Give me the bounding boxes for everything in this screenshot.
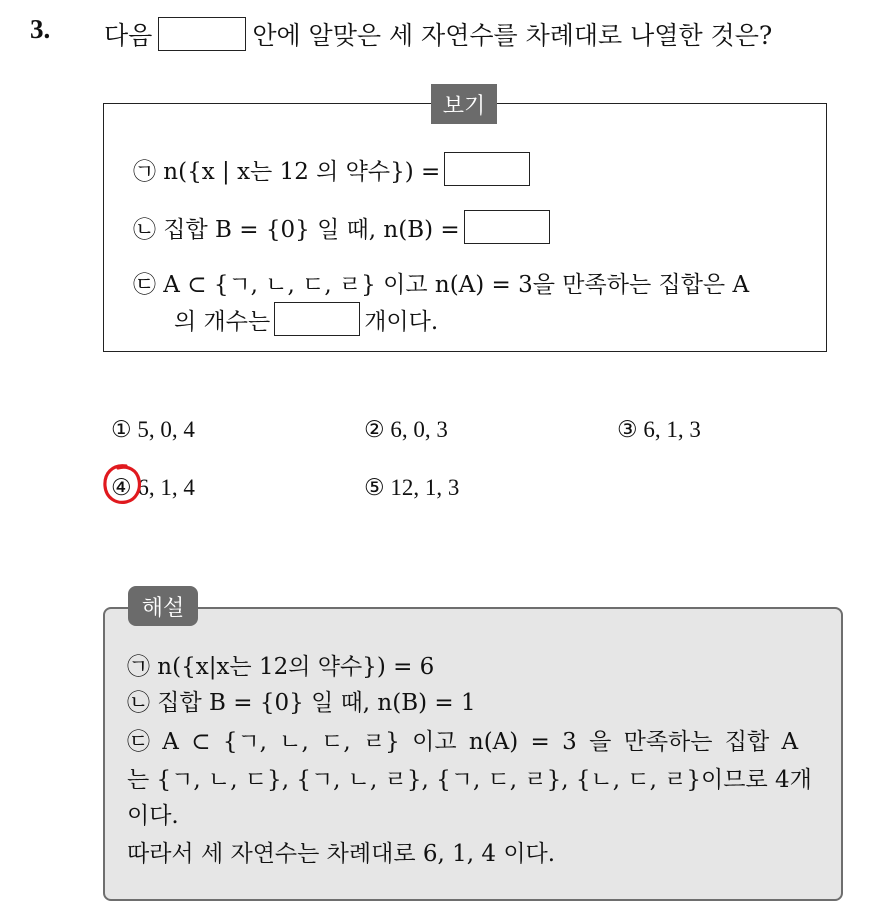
bogi-item-1: [133, 152, 534, 186]
bogi-label: 보기: [431, 84, 497, 124]
choice-5-mark: ⑤: [364, 475, 385, 500]
bogi-item-2-text: ㉡ 집합 B = {0} 일 때, n(B) =: [133, 216, 460, 243]
solution-line-1: ㉠ n({x|x는 12의 약수}) = 6: [127, 654, 435, 680]
bogi-item-3-after: 개이다.: [364, 308, 439, 335]
choice-1-text: 5, 0, 4: [137, 417, 195, 442]
solution-line-4: 는 {ㄱ, ㄴ, ㄷ}, {ㄱ, ㄴ, ㄹ}, {ㄱ, ㄷ, ㄹ}, {ㄴ, ㄷ, ㄹ}이므로 4개: [127, 767, 812, 793]
bogi-item-3-blank: [274, 302, 360, 336]
choice-1-mark: ①: [111, 417, 132, 442]
choice-3-text: 6, 1, 3: [643, 417, 701, 442]
choice-3[interactable]: [617, 417, 701, 443]
question-prefix: 다음: [104, 21, 153, 50]
choice-2-text: 6, 0, 3: [390, 417, 448, 442]
choice-2-mark: ②: [364, 417, 385, 442]
bogi-item-3-line-2: [174, 302, 438, 336]
bogi-item-3-text: ㉢ A ⊂ {ㄱ, ㄴ, ㄷ, ㄹ} 이고 n(A) = 3을 만족하는 집합은 A: [133, 272, 750, 298]
choice-2[interactable]: [364, 417, 448, 443]
choice-5-text: 12, 1, 3: [390, 475, 460, 500]
bogi-item-2: [133, 210, 554, 244]
solution-line-6: 따라서 세 자연수는 차례대로 6, 1, 4 이다.: [127, 841, 556, 867]
bogi-item-1-blank: [444, 152, 530, 186]
choice-5[interactable]: [364, 475, 459, 501]
solution-line-3: ㉢ A ⊂ {ㄱ, ㄴ, ㄷ, ㄹ} 이고 n(A) = 3 을 만족하는 집합 A: [127, 729, 799, 755]
solution-label: 해설: [128, 586, 198, 626]
question-text: [104, 16, 772, 52]
choice-4-text: 6, 1, 4: [137, 475, 195, 500]
question-blank: [158, 17, 246, 51]
question-number: 3.: [30, 14, 51, 44]
solution-line-5: 이다.: [127, 803, 179, 829]
bogi-item-1-text: ㉠ n({x | x는 12 의 약수}) =: [133, 158, 441, 185]
question-suffix: 안에 알맞은 세 자연수를 차례대로 나열한 것은?: [252, 21, 773, 50]
bogi-item-2-blank: [464, 210, 550, 244]
choice-3-mark: ③: [617, 417, 638, 442]
solution-line-2: ㉡ 집합 B = {0} 일 때, n(B) = 1: [127, 690, 476, 716]
choice-4-mark: ④: [111, 475, 132, 500]
bogi-item-3-before: 의 개수는: [174, 308, 271, 335]
answer-circle-icon: [102, 462, 142, 506]
choice-1[interactable]: [111, 417, 195, 443]
bogi-item-3-line-1: [133, 266, 749, 299]
